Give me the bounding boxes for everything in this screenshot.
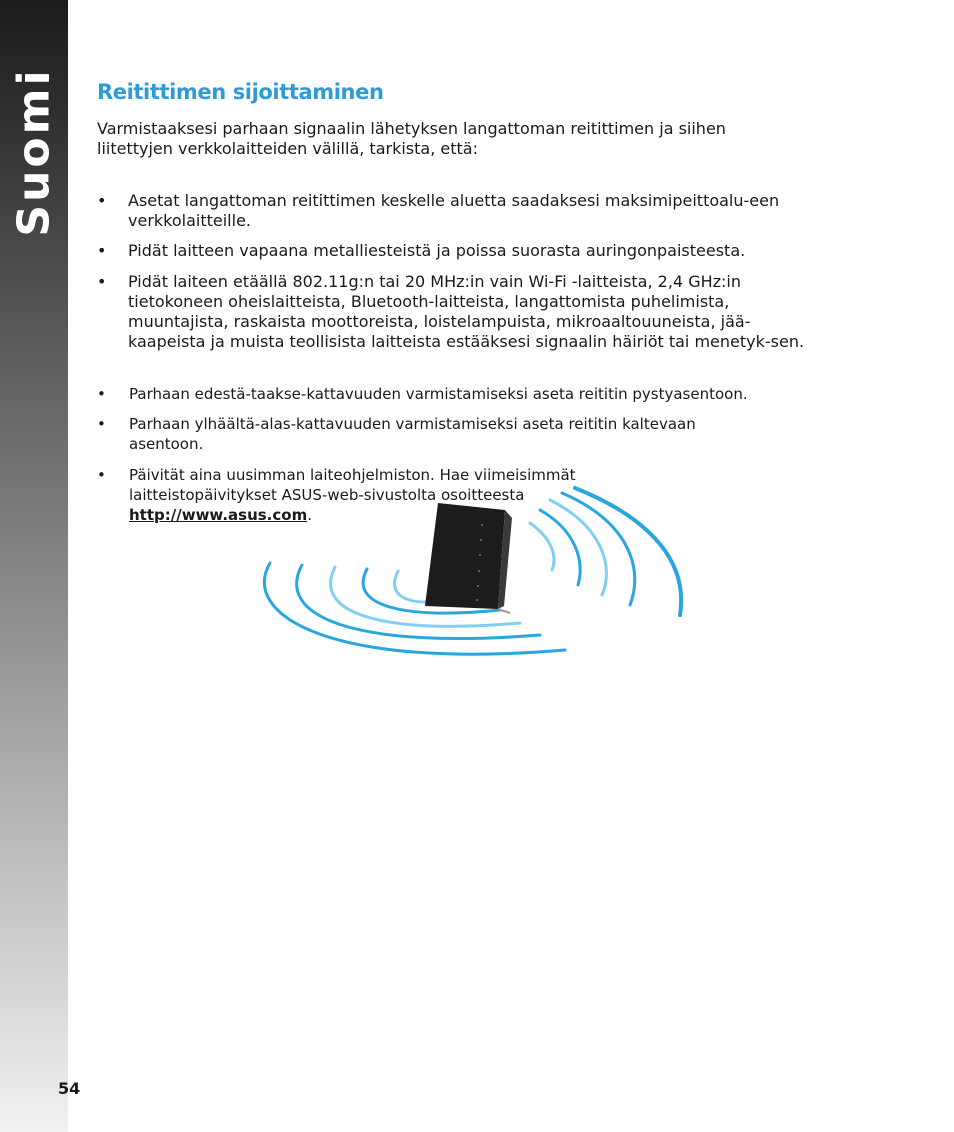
- bullet-item: [97, 414, 747, 454]
- bullet-text: Pidät laiteen etäällä 802.11g:n tai 20 MHz:in vain Wi-Fi -laitteista, 2,4 GHz:in tietokoneen oheislaitteista, Bluetooth-laitteista, langattomista puhelimista, muuntajista, raskaista moottoreista, loistelampuista, mikroaaltouuneista, jää-kaapeista ja muista teollisista laitteista estääksesi signaalin häiriöt tai menetyk-sen.: [128, 272, 805, 351]
- section-heading: Reitittimen sijoittaminen: [97, 80, 384, 104]
- language-side-tab: [0, 0, 68, 1132]
- bullet-text: Parhaan ylhäältä-alas-kattavuuden varmistamiseksi aseta reititin kaltevaan asentoon.: [129, 415, 696, 453]
- bullet-item: [97, 384, 817, 404]
- bullet-item: [97, 191, 817, 231]
- bullet-text: [129, 465, 649, 525]
- bullet-item: [97, 465, 817, 525]
- bullet-text: Pidät laitteen vapaana metalliesteistä ja poissa suorasta auringonpaisteesta.: [128, 241, 746, 260]
- asus-website-link[interactable]: http://www.asus.com: [129, 506, 308, 524]
- bullet-text: Asetat langattoman reitittimen keskelle aluetta saadaksesi maksimipeittoalu-een verkkolaitteille.: [128, 191, 780, 230]
- bullet-marker: •: [97, 272, 107, 291]
- language-label: Suomi: [8, 67, 60, 237]
- bullet-marker: •: [97, 466, 106, 484]
- bullet-marker: •: [97, 415, 106, 433]
- bullet-marker: •: [97, 385, 106, 403]
- page-number: 54: [58, 1079, 81, 1098]
- bullet-text: Parhaan edestä-taakse-kattavuuden varmistamiseksi aseta reititin pystyasentoon.: [129, 385, 748, 403]
- bullet-marker: •: [97, 241, 107, 260]
- bullet-marker: •: [97, 191, 107, 210]
- link-suffix: .: [307, 506, 312, 524]
- bullet-item: [97, 272, 812, 352]
- intro-paragraph: Varmistaaksesi parhaan signaalin lähetyksen langattoman reitittimen ja siihen liitettyjen verkkolaitteiden välillä, tarkista, että:: [97, 119, 726, 158]
- bullet-item: [97, 241, 817, 261]
- bullet-text-body: Päivität aina uusimman laiteohjelmiston. Hae viimeisimmät laitteistopäivitykset ASUS-web-sivustolta osoitteesta: [129, 466, 576, 504]
